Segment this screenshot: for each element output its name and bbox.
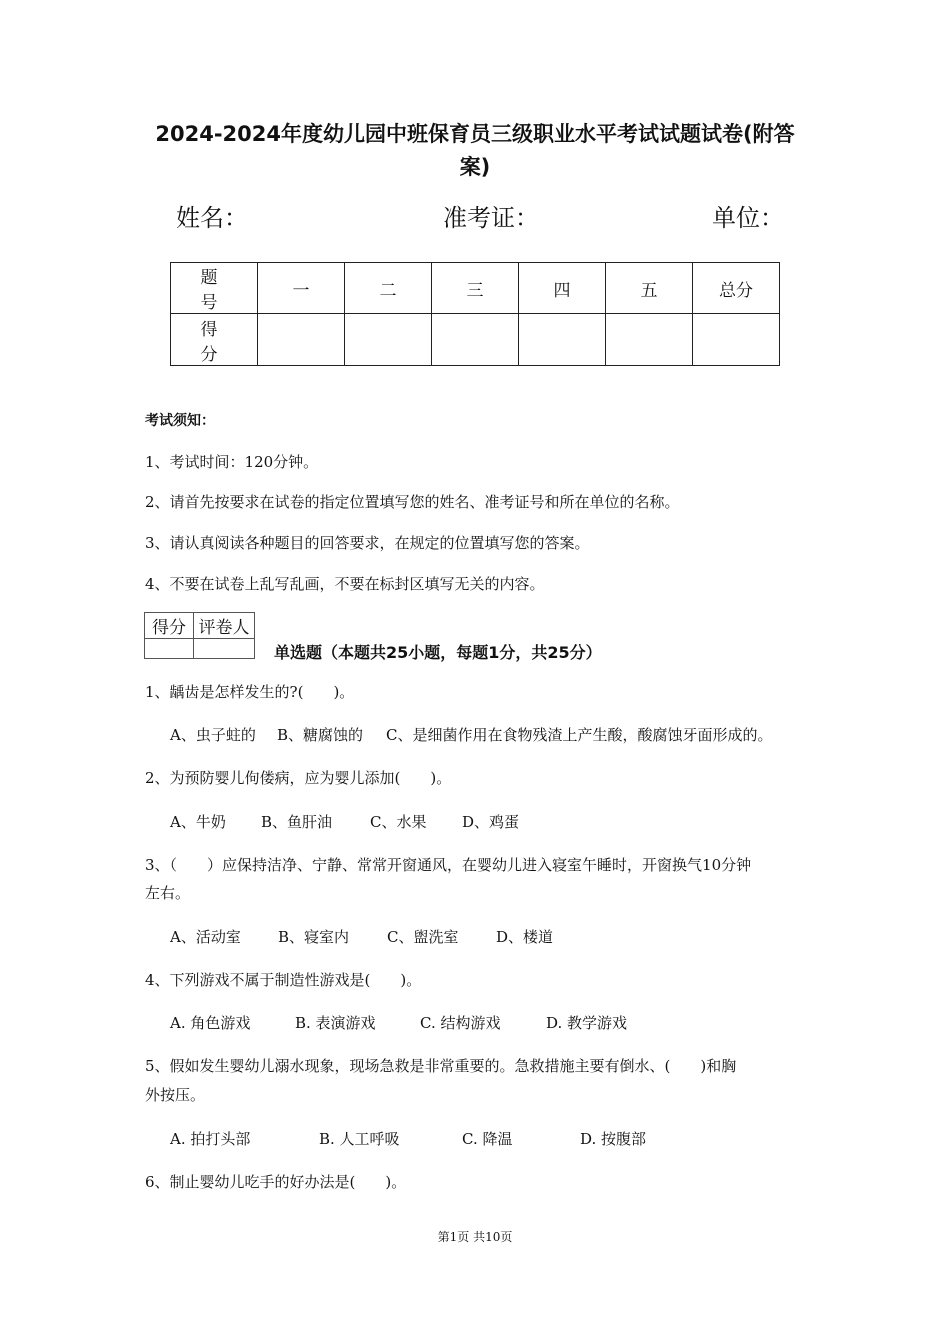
- question-option: A、活动室: [170, 928, 241, 946]
- score-cell-total: [693, 314, 780, 366]
- question-number-label: 题 号: [171, 263, 258, 314]
- question-option: B、寝室内: [278, 928, 350, 946]
- notice-item: 1、考试时间：120分钟。: [145, 453, 319, 471]
- question-stem: 5、假如发生婴幼儿溺水现象，现场急救是非常重要的。急救措施主要有倒水、( )和胸: [145, 1057, 737, 1075]
- question-option: C. 结构游戏: [420, 1014, 501, 1032]
- question-stem: 4、下列游戏不属于制造性游戏是( )。: [145, 971, 422, 989]
- score-table: [170, 262, 780, 366]
- name-field-label: 姓名：: [176, 204, 248, 232]
- question-option: A. 角色游戏: [170, 1014, 251, 1032]
- question-stem-continuation: 外按压。: [145, 1086, 206, 1104]
- question-option: D. 按腹部: [580, 1130, 647, 1148]
- score-cell-4: [519, 314, 606, 366]
- question-stem: 2、为预防婴儿佝偻病，应为婴儿添加( )。: [145, 769, 452, 787]
- exam-title: [130, 118, 820, 184]
- question-option: B、糖腐蚀的: [277, 726, 364, 744]
- title-line-2: 案): [459, 155, 491, 179]
- grader-box-grader-label: 评卷人: [194, 613, 255, 639]
- grader-box-empty-row: [145, 639, 255, 659]
- grader-box-grader-cell: [194, 639, 255, 659]
- question-option: A、虫子蛀的: [170, 726, 256, 744]
- question-option: D. 教学游戏: [546, 1014, 628, 1032]
- total-score-header: 总分: [693, 263, 780, 314]
- question-stem: 1、龋齿是怎样发生的?( )。: [145, 683, 355, 701]
- question-option: C、盥洗室: [387, 928, 459, 946]
- score-cell-5: [606, 314, 693, 366]
- notice-item: 4、不要在试卷上乱写乱画，不要在标封区填写无关的内容。: [145, 575, 545, 593]
- section-2-header: 二: [345, 263, 432, 314]
- score-table-score-row: [171, 314, 780, 366]
- score-cell-3: [432, 314, 519, 366]
- question-option: D、楼道: [496, 928, 554, 946]
- question-option: A. 拍打头部: [170, 1130, 251, 1148]
- question-option: C、是细菌作用在食物残渣上产生酸，酸腐蚀牙面形成的。: [386, 726, 773, 744]
- unit-field-label: 单位：: [712, 204, 784, 232]
- notice-heading: 考试须知：: [145, 413, 215, 429]
- question-stem: 3、（ ）应保持洁净、宁静、常常开窗通风，在婴幼儿进入寝室午睡时，开窗换气10分钟: [145, 856, 752, 874]
- title-line-1: 2024-2024年度幼儿园中班保育员三级职业水平考试试题试卷(附答: [155, 122, 795, 146]
- question-option: A、牛奶: [170, 813, 226, 831]
- grader-box: [144, 612, 255, 659]
- question-option: B. 人工呼吸: [319, 1130, 400, 1148]
- question-option: D、鸡蛋: [462, 813, 520, 831]
- question-option: C、水果: [370, 813, 427, 831]
- score-row-label: 得 分: [171, 314, 258, 366]
- section-1-header: 一: [258, 263, 345, 314]
- question-option: B、鱼肝油: [261, 813, 333, 831]
- grader-box-score-label: 得分: [145, 613, 194, 639]
- question-option: B. 表演游戏: [295, 1014, 376, 1032]
- grader-box-header-row: [145, 613, 255, 639]
- section-5-header: 五: [606, 263, 693, 314]
- page-footer: 第1页 共10页: [437, 1230, 513, 1244]
- question-option: C. 降温: [462, 1130, 513, 1148]
- notice-item: 3、请认真阅读各种题目的回答要求，在规定的位置填写您的答案。: [145, 534, 590, 552]
- question-stem-continuation: 左右。: [145, 884, 191, 902]
- score-cell-2: [345, 314, 432, 366]
- grader-box-score-cell: [145, 639, 194, 659]
- section-title: 单选题（本题共25小题，每题1分，共25分）: [274, 643, 602, 662]
- score-table-header-row: [171, 263, 780, 314]
- notice-item: 2、请首先按要求在试卷的指定位置填写您的姓名、准考证号和所在单位的名称。: [145, 493, 680, 511]
- section-3-header: 三: [432, 263, 519, 314]
- question-stem: 6、制止婴幼儿吃手的好办法是( )。: [145, 1173, 407, 1191]
- section-4-header: 四: [519, 263, 606, 314]
- exam-number-field-label: 准考证：: [443, 204, 539, 232]
